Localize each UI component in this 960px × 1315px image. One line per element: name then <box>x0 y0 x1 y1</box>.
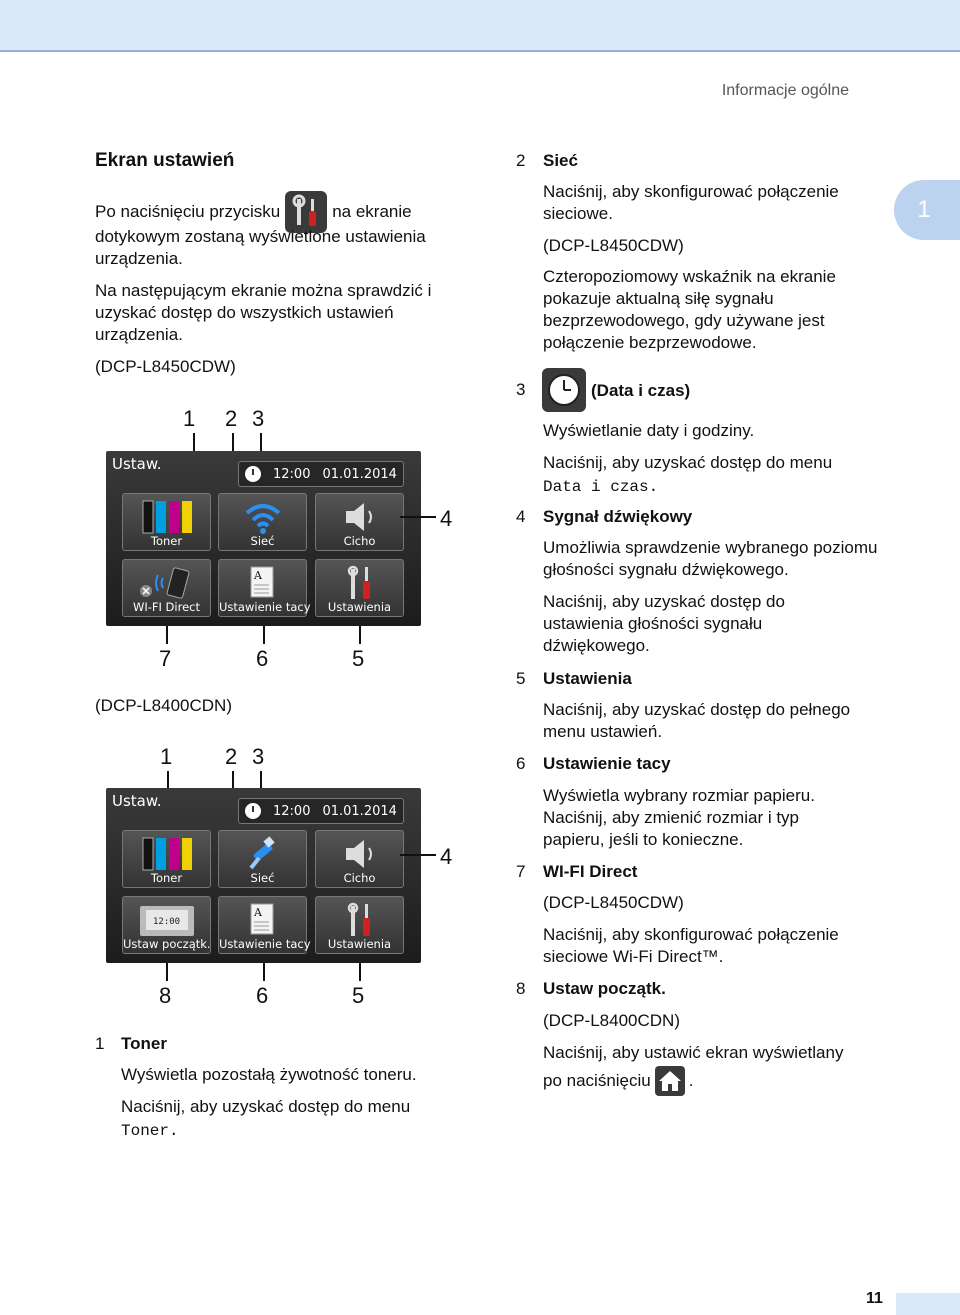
tile-network[interactable]: Sieć <box>218 830 307 888</box>
time: 12:00 <box>273 466 311 482</box>
tile-wifi-direct[interactable]: WI-FI Direct <box>122 559 211 617</box>
intro-before-icon: Po naciśnięciu przycisku <box>95 202 281 221</box>
section-header: Informacje ogólne <box>721 82 849 99</box>
page-number: 11 <box>866 1290 883 1307</box>
model-label-2: (DCP-L8400CDN) <box>95 696 232 715</box>
toner-icon <box>123 835 210 873</box>
clock-icon <box>542 368 586 412</box>
item-number: 7 <box>516 862 526 881</box>
date: 01.01.2014 <box>322 466 397 482</box>
callout-1: 1 <box>183 406 196 431</box>
svg-text:A: A <box>253 569 262 582</box>
item-desc-with-icon: po naciśnięciu . <box>543 1066 693 1096</box>
item-desc: Czteropoziomowy wskaźnik na ekranie pokazuje aktualną siłę sygnału bezprzewodowego, gdy używane jest połączenie bezprzewodowe. <box>543 267 836 352</box>
callout-line <box>166 963 168 981</box>
screen-title: Ustaw. <box>112 455 162 473</box>
svg-text:A: A <box>253 906 262 919</box>
callout-1: 1 <box>160 744 173 769</box>
top-banner <box>0 0 960 52</box>
tile-home-screen[interactable]: 12:00 Ustaw początk. <box>122 896 211 954</box>
item-desc: Naciśnij, aby skonfigurować połączenie sieciowe. <box>543 182 839 223</box>
home-icon <box>655 1066 685 1096</box>
settings-tools-icon <box>316 564 403 602</box>
page-title: Ekran ustawień <box>95 150 235 171</box>
callout-line <box>263 626 265 644</box>
tray-paper-icon <box>219 564 306 602</box>
paragraph-2: Na następującym ekranie można sprawdzić i uzyskać dostęp do wszystkich ustawień urządzenia. <box>95 281 432 344</box>
tile-settings[interactable]: Ustawienia <box>315 896 404 954</box>
svg-text:12:00: 12:00 <box>152 917 180 927</box>
clock-icon <box>245 466 261 482</box>
item-title-beeper: Sygnał dźwiękowy <box>543 507 693 526</box>
callout-3: 3 <box>252 406 265 431</box>
callout-4: 4 <box>440 844 453 869</box>
date: 01.01.2014 <box>322 803 397 819</box>
item-number: 3 <box>516 380 526 399</box>
item-desc: Wyświetlanie daty i godziny. <box>543 421 755 440</box>
time: 12:00 <box>273 803 311 819</box>
item-desc: (DCP-L8450CDW) <box>543 893 684 912</box>
item-number: 1 <box>95 1034 105 1053</box>
item-title-settings: Ustawienia <box>543 669 632 688</box>
date-time-bar[interactable] <box>238 461 404 487</box>
item-title-date-time: (Data i czas) <box>591 381 691 400</box>
wired-network-icon <box>219 835 306 873</box>
item-title-network: Sieć <box>543 151 578 170</box>
item-title-home-screen: Ustaw początk. <box>543 979 666 998</box>
callout-line <box>359 963 361 981</box>
footer-bar <box>896 1293 960 1315</box>
callout-line <box>263 963 265 981</box>
tile-tray-setting[interactable]: A Ustawienie tacy <box>218 896 307 954</box>
callout-5: 5 <box>352 646 365 671</box>
item-desc: (DCP-L8400CDN) <box>543 1011 680 1030</box>
home-screen-icon <box>123 901 210 939</box>
item-desc: Wyświetla pozostałą żywotność toneru. <box>121 1065 417 1084</box>
lcd-screen-dcp-l8450cdw <box>106 451 421 626</box>
tile-network[interactable]: Sieć <box>218 493 307 551</box>
item-title-tray-setting: Ustawienie tacy <box>543 754 671 773</box>
item-number: 6 <box>516 754 526 773</box>
callout-6: 6 <box>256 983 269 1008</box>
tile-tray-setting[interactable]: A Ustawienie tacy <box>218 559 307 617</box>
menu-name: Toner. <box>121 1122 179 1140</box>
callout-line <box>166 626 168 644</box>
callout-6: 6 <box>256 646 269 671</box>
item-title-wifi-direct: WI-FI Direct <box>543 862 638 881</box>
item-desc: Naciśnij, aby ustawić ekran wyświetlany <box>543 1043 844 1062</box>
callout-2: 2 <box>225 744 238 769</box>
settings-tools-icon <box>316 901 403 939</box>
callout-7: 7 <box>159 646 172 671</box>
item-number: 5 <box>516 669 526 688</box>
item-desc: Naciśnij, aby uzyskać dostęp do ustawienia głośności sygnału dźwiękowego. <box>543 592 785 655</box>
date-time-bar[interactable] <box>238 798 404 824</box>
item-desc: Naciśnij, aby uzyskać dostęp do pełnego menu ustawień. <box>543 700 851 741</box>
intro-line <box>95 195 475 229</box>
callout-4: 4 <box>440 506 453 531</box>
item-number: 8 <box>516 979 526 998</box>
screen-title: Ustaw. <box>112 792 162 810</box>
callout-line <box>400 516 436 518</box>
callout-5: 5 <box>352 983 365 1008</box>
intro-rest: dotykowym zostaną wyświetlone ustawienia urządzenia. <box>95 227 426 268</box>
item-title-toner: Toner <box>121 1034 167 1053</box>
lcd-screen-dcp-l8400cdn <box>106 788 421 963</box>
callout-3: 3 <box>252 744 265 769</box>
clock-icon <box>245 803 261 819</box>
callout-2: 2 <box>225 406 238 431</box>
tile-quiet[interactable]: Cicho <box>315 830 404 888</box>
chapter-tab: 1 <box>894 180 960 240</box>
item-desc: Naciśnij, aby uzyskać dostęp do menu <box>543 453 833 472</box>
speaker-icon <box>316 498 403 536</box>
speaker-icon <box>316 835 403 873</box>
item-desc: Naciśnij, aby skonfigurować połączenie sieciowe Wi-Fi Direct™. <box>543 925 839 966</box>
tile-toner[interactable]: Toner <box>122 493 211 551</box>
item-number: 4 <box>516 507 526 526</box>
tile-settings[interactable]: Ustawienia <box>315 559 404 617</box>
item-number: 2 <box>516 151 526 170</box>
wifi-icon <box>219 498 306 536</box>
tile-quiet[interactable]: Cicho <box>315 493 404 551</box>
menu-name: Data i czas. <box>543 478 659 496</box>
item-desc: (DCP-L8450CDW) <box>543 236 684 255</box>
intro-after-icon: na ekranie <box>332 202 412 221</box>
tray-paper-icon <box>219 901 306 939</box>
item-desc: Wyświetla wybrany rozmiar papieru. Naciśnij, aby zmienić rozmiar i typ papieru, jeśli to konieczne. <box>543 786 815 849</box>
callout-line <box>359 626 361 644</box>
item-desc: Naciśnij, aby uzyskać dostęp do menu <box>121 1097 411 1116</box>
callout-line <box>400 854 436 856</box>
wifi-direct-phone-icon <box>123 564 210 602</box>
callout-8: 8 <box>159 983 172 1008</box>
toner-icon <box>123 498 210 536</box>
model-label-1: (DCP-L8450CDW) <box>95 357 236 376</box>
tile-toner[interactable]: Toner <box>122 830 211 888</box>
item-desc: Umożliwia sprawdzenie wybranego poziomu głośności sygnału dźwiękowego. <box>543 538 878 579</box>
